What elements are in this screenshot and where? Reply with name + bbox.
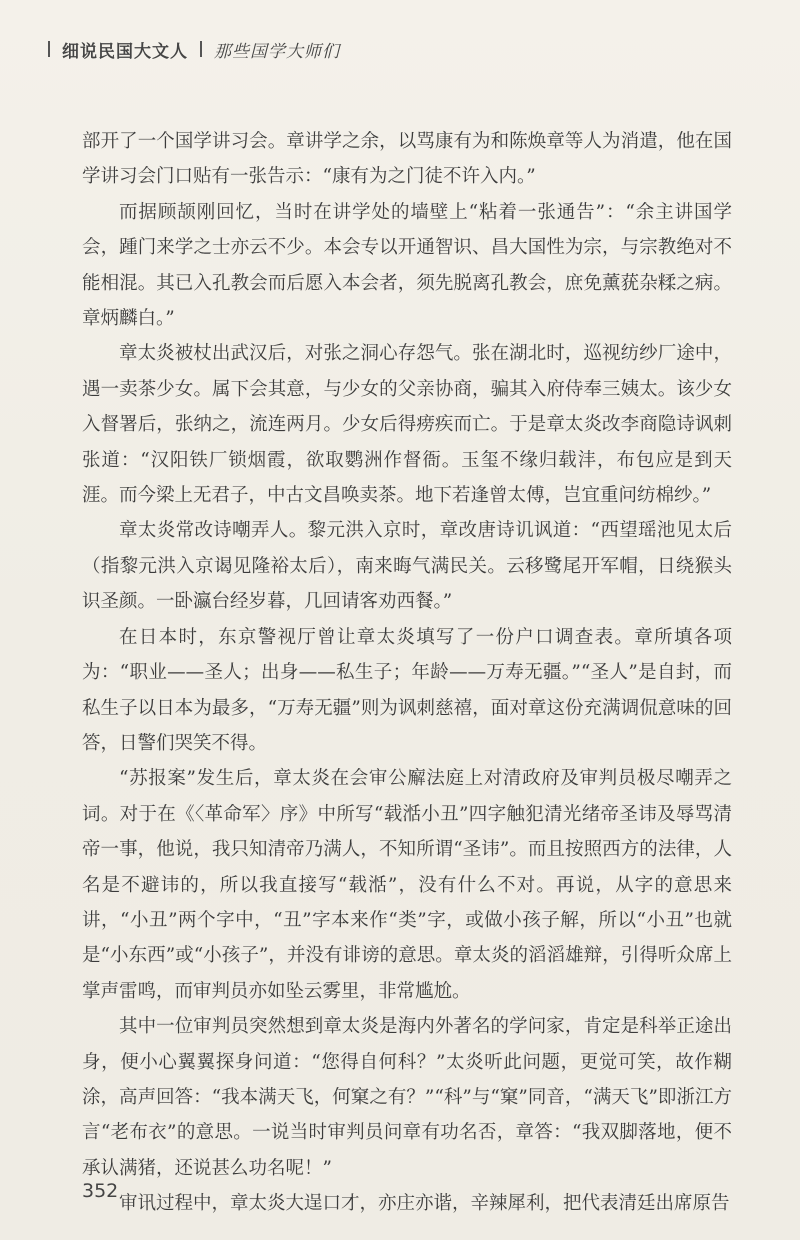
paragraph: 章太炎常改诗嘲弄人。黎元洪入京时，章改唐诗讥讽道：“西望瑶池见太后（指黎元洪入京谒见隆裕太后），南来晦气满民关。云移鹭尾开军帽，日绕猴头识圣颜。一卧瀛台经岁暮，几回请客劝西餐。” bbox=[82, 520, 732, 613]
series-title: 细说民国大文人 bbox=[62, 41, 188, 62]
paragraph: 在日本时，东京警视厅曾让章太炎填写了一份户口调查表。章所填各项为：“职业——圣人；出身——私生子；年龄——万寿无疆。”“圣人”是自封，而私生子以日本为最多，“万寿无疆”则为讽刺慈禧，面对章这份充满调侃意味的回答，日警们哭笑不得。 bbox=[82, 626, 732, 754]
paragraph: 部开了一个国学讲习会。章讲学之余，以骂康有为和陈焕章等人为消遣，他在国学讲习会门口贴有一张告示：“康有为之门徒不许入内。” bbox=[82, 131, 732, 188]
chapter-title: 那些国学大师们 bbox=[214, 41, 340, 62]
paragraph: 而据顾颉刚回忆，当时在讲学处的墙壁上“粘着一张通告”：“余主讲国学会，踵门来学之士亦云不少。本会专以开通智识、昌大国性为宗，与宗教绝对不能相混。其已入孔教会而后愿入本会者，须先脱离孔教会，庶免薰莸杂糅之病。章炳麟白。” bbox=[82, 201, 732, 330]
paragraph: 审讯过程中，章太炎大逞口才，亦庄亦谐，辛辣犀利，把代表清廷出席原告 bbox=[119, 1193, 730, 1215]
page-number: 352 bbox=[82, 1180, 119, 1202]
header-divider bbox=[48, 41, 50, 57]
body-text bbox=[82, 124, 732, 1222]
header-divider bbox=[200, 41, 202, 57]
paragraph: 其中一位审判员突然想到章太炎是海内外著名的学问家，肯定是科举正途出身，便小心翼翼探身问道：“您得自何科？”太炎听此问题，更觉可笑，故作糊涂，高声回答：“我本满天飞，何窠之有？”“科”与“窠”同音，“满天飞”即浙江方言“老布衣”的意思。一说当时审判员问章有功名否，章答：“我双脚落地，便不承认满猪，还说甚么功名呢！” bbox=[82, 1016, 732, 1179]
running-header bbox=[48, 34, 340, 64]
paragraph: 章太炎被杖出武汉后，对张之洞心存怨气。张在湖北时，巡视纺纱厂途中，遇一卖茶少女。属下会其意，与少女的父亲协商，骗其入府侍奉三姨太。该少女入督署后，张纳之，流连两月。少女后得痨疾而亡。于是章太炎改李商隐诗讽刺张道：“汉阳铁厂锁烟霞，欲取鹦洲作督衙。玉玺不缘归载沣，布包应是到天涯。而今梁上无君子，中古文昌唤卖茶。地下若逢曾太傅，岂宜重问纺棉纱。” bbox=[82, 343, 732, 507]
paragraph: “苏报案”发生后，章太炎在会审公廨法庭上对清政府及审判员极尽嘲弄之词。对于在《〈革命军〉序》中所写“载湉小丑”四字触犯清光绪帝圣讳及辱骂清帝一事，他说，我只知清帝乃满人，不知所谓“圣讳”。而且按照西方的法律，人名是不避讳的，所以我直接写“载湉”，没有什么不对。再说，从字的意思来讲，“小丑”两个字中，“丑”字本来作“类”字，或做小孩子解，所以“小丑”也就是“小东西”或“小孩子”，并没有诽谤的意思。章太炎的滔滔雄辩，引得听众席上掌声雷鸣，而审判员亦如坠云雾里，非常尴尬。 bbox=[82, 768, 732, 1002]
